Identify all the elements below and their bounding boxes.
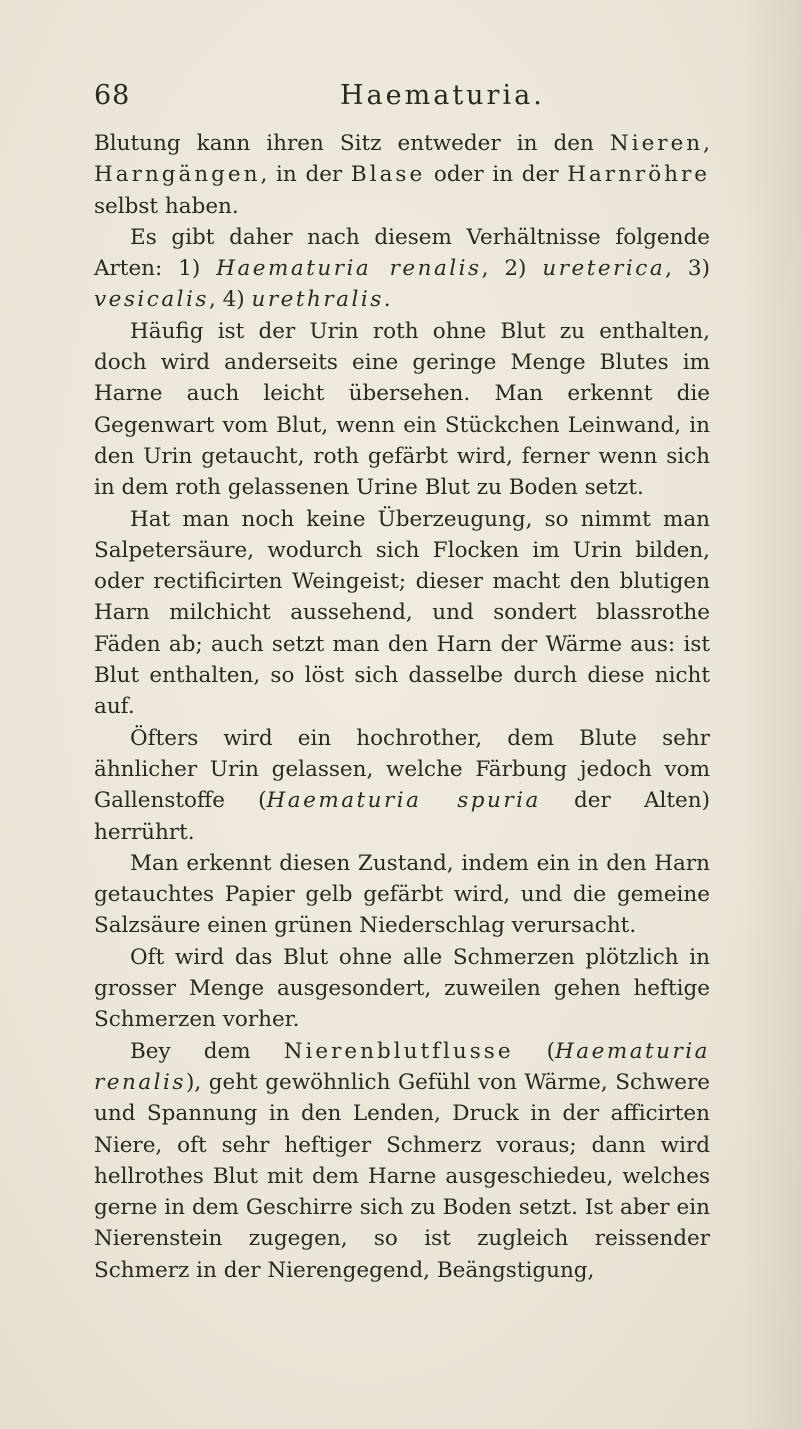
text-run: ,	[703, 131, 710, 156]
emphasized-text: Blase	[350, 162, 426, 188]
text-run: , 4)	[208, 287, 252, 313]
emphasized-text: Haematuria spuria	[266, 788, 541, 814]
text-run: der Alten) herrührt.	[94, 788, 710, 845]
page-header	[94, 80, 714, 120]
text-run: , in der	[260, 162, 351, 188]
text-run: Man erkennt diesen Zustand, indem ein in den Harn getauchtes Papier gelb gefärbt wird, und die gemeine Salzsäure einen grünen Niederschlag verursacht.	[94, 850, 710, 939]
text-run: Oft wird das Blut ohne alle Schmerzen plötzlich in grosser Menge ausgesondert, zuweilen gehen heftige Schmerzen vorher.	[94, 944, 710, 1033]
text-run: ), geht gewöhnlich Gefühl von Wärme, Schwere und Spannung in den Lenden, Druck in der afficirten Niere, oft sehr heftiger Schmerz voraus; dann wird hellrothes Blut mit dem Harne ausgeschiedeu, welches gerne in dem Geschirre sich zu Boden setzt. Ist aber ein Nierenstein zugegen, so ist zugleich reissender Schmerz in der Nierengegend, Beängstigung,	[94, 1069, 710, 1283]
text-run: Es gibt daher nach diesem Verhältnisse folgende Arten: 1)	[94, 224, 710, 282]
paragraph	[94, 942, 710, 1036]
text-run: , 3)	[665, 256, 710, 282]
emphasized-text: Harnröhre	[567, 162, 710, 188]
text-run: selbst haben.	[94, 193, 239, 219]
emphasized-text: vesicalis	[94, 287, 209, 313]
emphasized-text: Haematuria renalis	[216, 256, 482, 282]
paragraph	[94, 1036, 710, 1286]
text-run: (	[513, 1038, 556, 1064]
page-edge-shadow	[741, 0, 801, 1429]
text-run: Häufig ist der Urin roth ohne Blut zu enthalten, doch wird anderseits eine geringe Menge Blutes im Harne auch leicht übersehen. Man erkennt die Gegenwart vom Blut, wenn ein Stückchen Leinwand, in den Urin getaucht, roth gefärbt wird, ferner wenn sich in dem roth gelassenen Urine Blut zu Boden setzt.	[94, 318, 710, 501]
emphasized-text: Nierenblutflusse	[283, 1038, 514, 1064]
body-text	[94, 128, 710, 1286]
text-run: .	[383, 287, 391, 313]
text-run: oder in der	[425, 162, 568, 188]
paragraph	[94, 128, 710, 222]
running-head: Haematuria.	[340, 80, 545, 111]
paragraph	[94, 222, 710, 316]
emphasized-text: Harngängen	[94, 162, 261, 188]
paragraph	[94, 848, 710, 942]
text-run: Öfters wird ein hochrother, dem Blute sehr ähnlicher Urin gelassen, welche Färbung jedoch vom Gallenstoffe (	[94, 725, 710, 814]
emphasized-text: Haematuria renalis	[94, 1038, 710, 1095]
paragraph	[94, 316, 710, 504]
text-run: Hat man noch keine Überzeugung, so nimmt man Salpetersäure, wodurch sich Flocken im Urin bilden, oder rectificirten Weingeist; dieser macht den blutigen Harn milchicht aussehend, und sondert blassrothe Fäden ab; auch setzt man den Harn der Wärme aus: ist Blut enthalten, so löst sich dasselbe durch diese nicht auf.	[94, 506, 710, 720]
page-number: 68	[94, 80, 131, 111]
emphasized-text: ureterica	[542, 256, 666, 282]
paragraph	[94, 504, 710, 723]
text-run: Blutung kann ihren Sitz entweder in den	[94, 131, 610, 156]
text-run: Bey dem	[130, 1038, 284, 1064]
text-run: , 2)	[481, 256, 543, 282]
emphasized-text: urethralis	[251, 287, 384, 313]
paragraph	[94, 723, 710, 848]
emphasized-text: Nieren	[609, 131, 704, 156]
